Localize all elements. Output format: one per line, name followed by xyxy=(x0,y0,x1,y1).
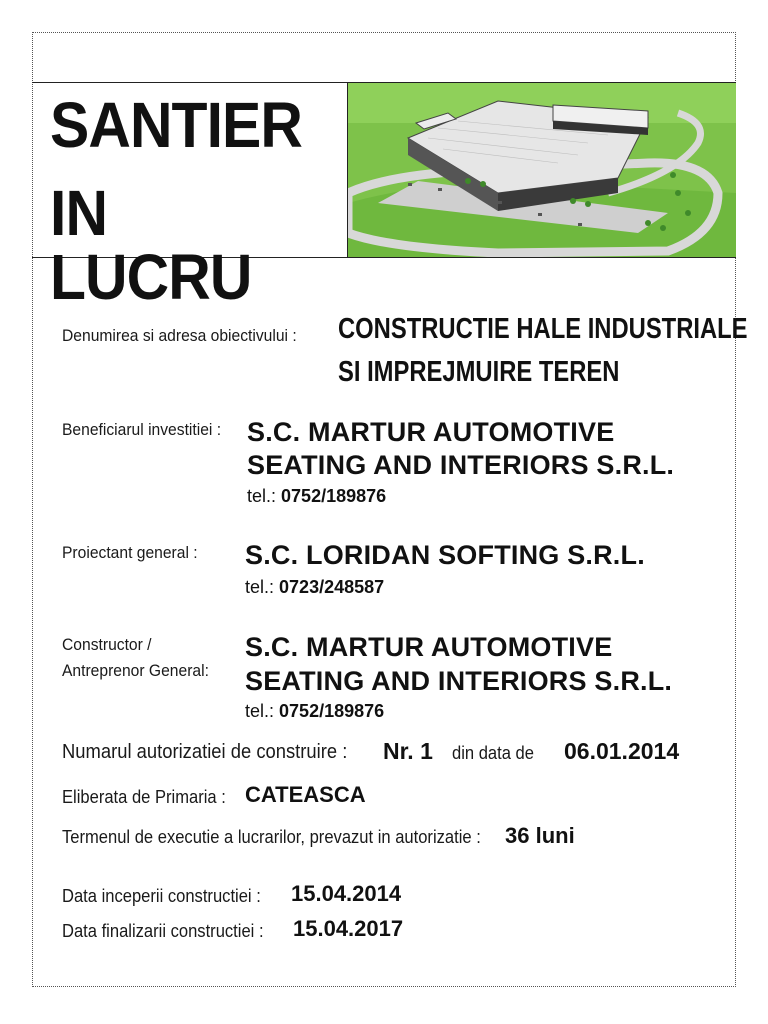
objective-label: Denumirea si adresa obiectivului : xyxy=(62,326,297,345)
beneficiary-phone-label: tel.: xyxy=(247,486,277,506)
building-rendering xyxy=(348,83,736,257)
constructor-label-line-2: Antreprenor General: xyxy=(62,661,209,680)
constructor-line-1: S.C. MARTUR AUTOMOTIVE xyxy=(245,632,613,662)
end-date-label: Data finalizarii constructiei : xyxy=(62,921,264,941)
constructor-label-line-1: Constructor / xyxy=(62,635,152,654)
constructor-line-2: SEATING AND INTERIORS S.R.L. xyxy=(245,666,673,696)
end-date-value: 15.04.2017 xyxy=(293,916,404,941)
designer-label: Proiectant general : xyxy=(62,543,198,562)
constructor-phone-number: 0752/189876 xyxy=(279,701,385,721)
permit-date-label: din data de xyxy=(452,743,534,763)
constructor-phone xyxy=(245,701,384,722)
beneficiary-line-2: SEATING AND INTERIORS S.R.L. xyxy=(247,450,675,480)
title-line-1: SANTIER xyxy=(50,89,302,161)
beneficiary-label: Beneficiarul investitiei : xyxy=(62,420,222,439)
beneficiary-phone xyxy=(247,486,386,507)
designer-name: S.C. LORIDAN SOFTING S.R.L. xyxy=(245,540,645,570)
term-value: 36 luni xyxy=(505,823,575,848)
beneficiary-line-1: S.C. MARTUR AUTOMOTIVE xyxy=(247,417,615,447)
designer-phone-label: tel.: xyxy=(245,577,275,597)
permit-label: Numarul autorizatiei de construire : xyxy=(62,741,348,763)
start-date-value: 15.04.2014 xyxy=(291,881,402,906)
objective-line-1: CONSTRUCTIE HALE INDUSTRIALE xyxy=(338,313,748,345)
designer-phone-number: 0723/248587 xyxy=(279,577,385,597)
constructor-phone-label: tel.: xyxy=(245,701,275,721)
issuer-value: CATEASCA xyxy=(245,782,366,807)
title-line-2: IN LUCRU xyxy=(50,177,252,313)
start-date-label: Data inceperii constructiei : xyxy=(62,886,261,906)
designer-phone xyxy=(245,577,384,598)
term-label: Termenul de executie a lucrarilor, prevazut in autorizatie : xyxy=(62,827,481,847)
sign-header xyxy=(32,82,736,313)
issuer-label: Eliberata de Primaria : xyxy=(62,787,226,807)
permit-number: Nr. 1 xyxy=(383,738,433,764)
objective-line-2: SI IMPREJMUIRE TEREN xyxy=(338,356,620,388)
title-box xyxy=(32,83,348,313)
beneficiary-phone-number: 0752/189876 xyxy=(281,486,387,506)
permit-date: 06.01.2014 xyxy=(564,738,680,764)
